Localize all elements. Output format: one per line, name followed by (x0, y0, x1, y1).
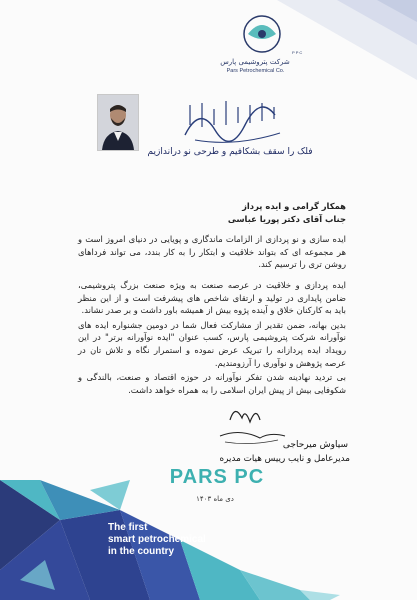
letter-body (78, 200, 346, 396)
brand-logo-text: PARS PC (169, 466, 265, 488)
slogan-line1: The first (108, 522, 148, 533)
signatory-title: مدیرعامل و نایب رییس هیات مدیره (219, 454, 350, 464)
handwritten-signature (190, 400, 330, 460)
person-photo-icon (98, 95, 138, 150)
paragraph-3: بدین بهانه، ضمن تقدیر از مشارکت فعال شما در دومین جشنواره ایده های نوآورانه شرکت پتروشیمی پارس، کسب عنوان "ایده نوآورانه برتر" در این رویداد ایده پردازانه را تبریک عرض نموده و استمرار نگاه و تلاش تان در عرصه پژوهش و نوآوری را آرزومندیم. (78, 319, 346, 368)
paragraph-2: ایده پردازی و خلاقیت در عرصه صنعت به ویژه صنعت بزرگ پتروشیمی، ضامن پایداری در تولید و ارتقای شاخص های پیشرفت است و از این منظر باید به کارکنان خلاق و آینده پژوه بیش از همیشه باور داشت و بر صدر نشاند. (78, 279, 346, 316)
tagline: فلک را سقف بشکافیم و طرحی نو دراندازیم (147, 147, 313, 157)
paragraph-4: بی تردید نهادینه شدن تفکر نوآورانه در حوزه اقتصاد و صنعت، بالندگی و شکوفایی بیش از پیش ایران اسلامی را به همراه خواهد داشت. (78, 372, 346, 395)
paragraph-1: ایده سازی و نو پردازی از الزامات ماندگاری و پویایی در دنیای امروز است و هر مجموعه ای که بتواند خلاقیت و ابتکار را به کار بندد، می تواند فرداهای روشن تری را ترسیم کند. (78, 234, 346, 270)
logo-small-caption: P P C (292, 50, 303, 55)
company-name-persian: شرکت پتروشیمی پارس (220, 58, 290, 66)
greeting-line1: همکار گرامی و ایده پرداز (242, 201, 346, 211)
slogan-line2: smart petrochemical (108, 534, 206, 545)
slogan (108, 522, 258, 558)
company-name-english: Pars Petrochemical Co. (226, 68, 285, 74)
person-photo (97, 94, 139, 151)
issue-date: دی ماه ۱۴۰۳ (196, 495, 234, 503)
greeting-line2: جناب آقای دکتر پوریا عباسی (227, 213, 346, 224)
slogan-line3: in the country (108, 546, 175, 557)
calligraphy-basmala (180, 95, 290, 147)
signatory-name: سیاوش میرحاجی (282, 440, 348, 450)
